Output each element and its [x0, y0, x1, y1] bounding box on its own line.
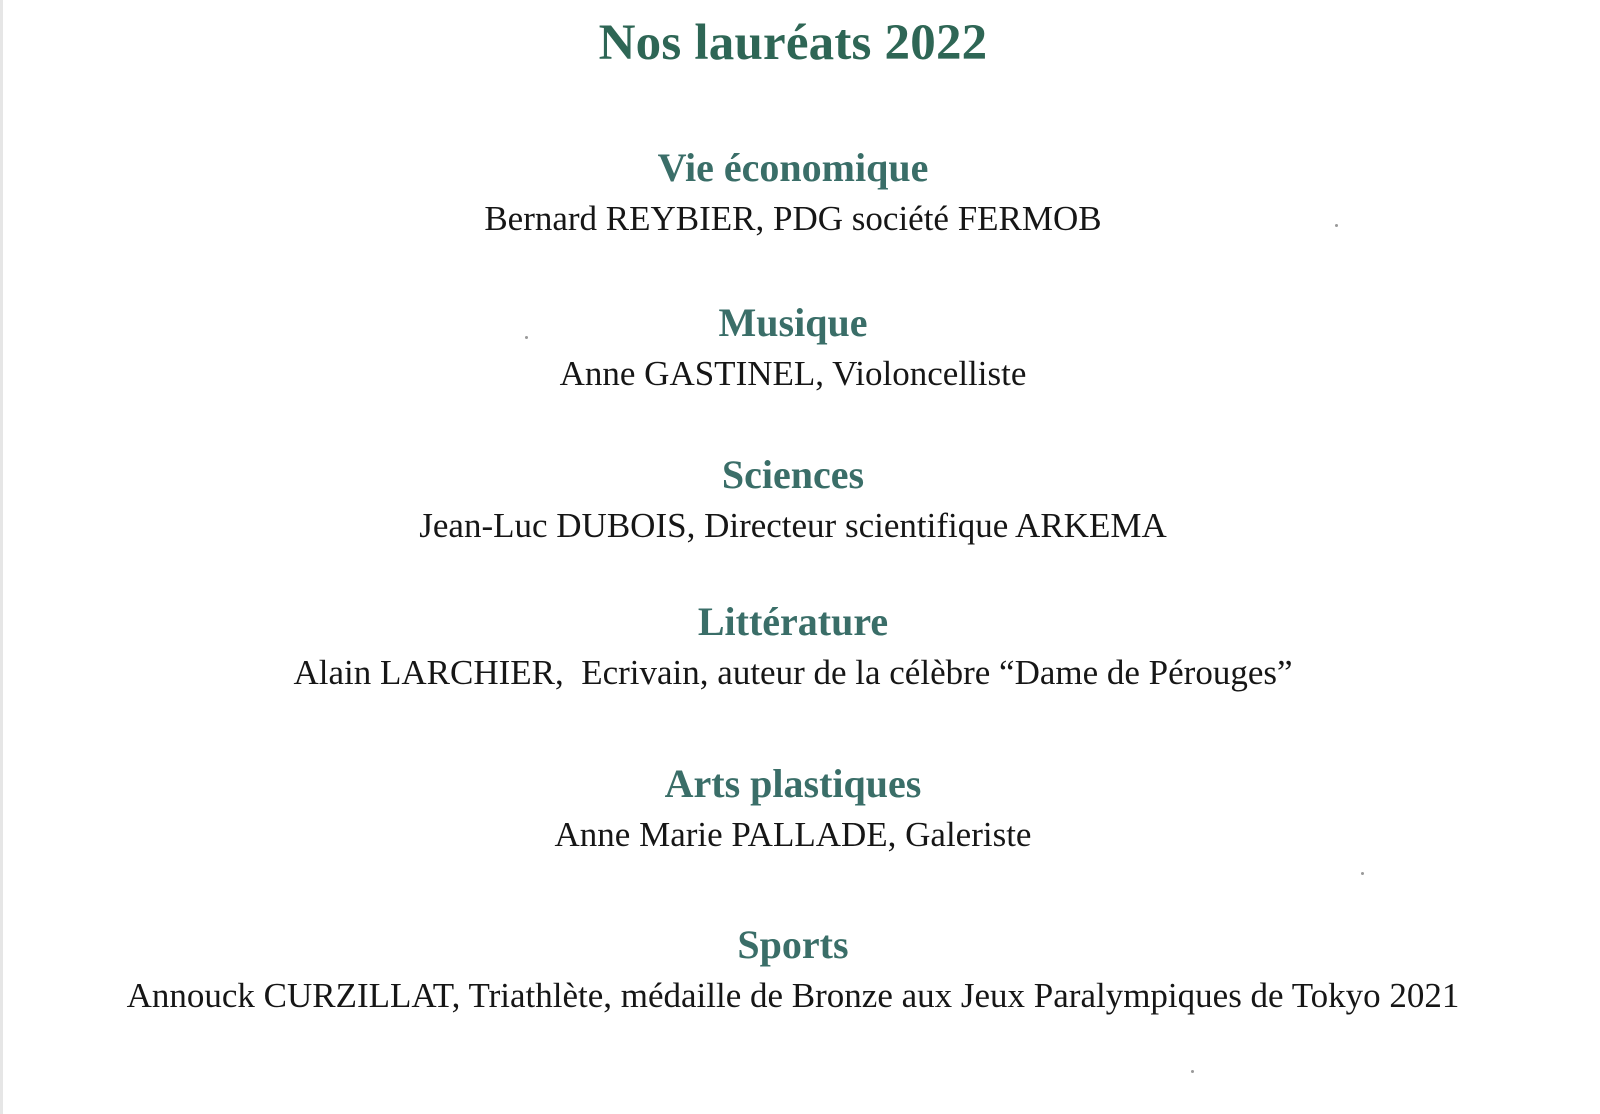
scan-speck — [1361, 872, 1364, 875]
page-title: Nos lauréats 2022 — [598, 15, 988, 71]
laureate-literature: Alain LARCHIER, Ecrivain, auteur de la célèbre “Dame de Pérouges” — [293, 653, 1293, 692]
scan-speck — [1335, 224, 1338, 227]
category-heading-sports: Sports — [737, 922, 849, 967]
laureate-economy: Bernard REYBIER, PDG société FERMOB — [484, 199, 1102, 238]
category-heading-visual-arts: Arts plastiques — [664, 761, 922, 806]
laureate-visual-arts: Anne Marie PALLADE, Galeriste — [554, 815, 1032, 854]
category-heading-sciences: Sciences — [721, 452, 865, 497]
scan-speck — [1191, 1070, 1194, 1073]
laureate-music: Anne GASTINEL, Violoncelliste — [559, 354, 1027, 393]
laureate-sports: Annouck CURZILLAT, Triathlète, médaille de Bronze aux Jeux Paralympiques de Tokyo 2021 — [126, 976, 1460, 1015]
category-heading-economy: Vie économique — [657, 145, 929, 190]
scan-speck — [525, 336, 528, 339]
laureate-sciences: Jean-Luc DUBOIS, Directeur scientifique ARKEMA — [419, 506, 1167, 545]
category-heading-literature: Littérature — [697, 599, 889, 644]
category-heading-music: Musique — [718, 300, 868, 345]
